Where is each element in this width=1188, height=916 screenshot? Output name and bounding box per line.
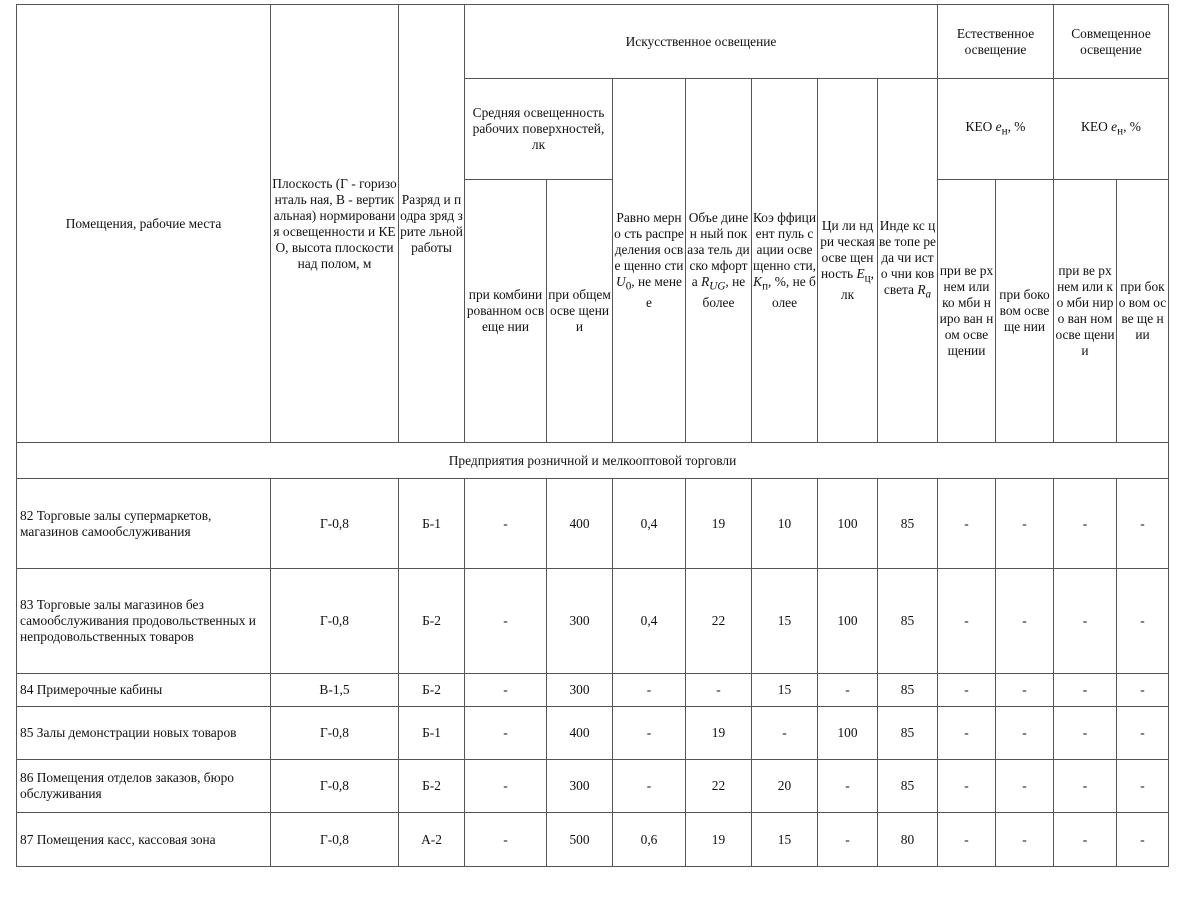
value-cell: -	[465, 479, 547, 569]
header-natural-lighting: Естественное освещение	[938, 5, 1054, 79]
value-cell: 15	[752, 569, 818, 674]
value-cell: 85	[878, 479, 938, 569]
room-name-cell: 87 Помещения касс, кассовая зона	[17, 813, 271, 867]
value-cell: -	[996, 479, 1054, 569]
value-cell: -	[1054, 813, 1117, 867]
value-cell: Б-1	[399, 707, 465, 760]
value-cell: -	[465, 707, 547, 760]
value-cell: -	[465, 674, 547, 707]
value-cell: 80	[878, 813, 938, 867]
section-title: Предприятия розничной и мелкооптовой торговли	[17, 443, 1169, 479]
value-cell: Г-0,8	[271, 569, 399, 674]
value-cell: 85	[878, 760, 938, 813]
header-combined-illum: при комбини рованном освеще нии	[465, 180, 547, 443]
value-cell: -	[1054, 707, 1117, 760]
table-row	[17, 707, 1169, 760]
header-average-illuminance: Средняя освещенность рабочих поверхностей, лк	[465, 79, 613, 180]
value-cell: 0,4	[613, 569, 686, 674]
value-cell: 85	[878, 569, 938, 674]
value-cell: -	[996, 707, 1054, 760]
value-cell: 0,6	[613, 813, 686, 867]
value-cell: -	[465, 813, 547, 867]
value-cell: -	[938, 569, 996, 674]
value-cell: 22	[686, 569, 752, 674]
value-cell: -	[938, 674, 996, 707]
header-discomfort-index: Объе динен ный показа тель диско мфорта $R_{UG}$, не более	[686, 79, 752, 443]
value-cell: Г-0,8	[271, 813, 399, 867]
value-cell: -	[818, 813, 878, 867]
header-top-combined: при ве рхнем или ко мби ниро ван ном осве щении	[1054, 180, 1117, 443]
header-plane: Плоскость (Г - горизонталь ная, В - вертикальная) нормирования освещенности и КЕО, высота плоскости над полом, м	[271, 5, 399, 443]
value-cell: 400	[547, 479, 613, 569]
value-cell: А-2	[399, 813, 465, 867]
header-side-combined: при боко вом осве ще нии	[1117, 180, 1169, 443]
header-uniformity: Равно мерно сть распре деления осве щенно сти $U_0$, не менее	[613, 79, 686, 443]
value-cell: -	[686, 674, 752, 707]
header-combined-lighting: Совмещенное освещение	[1054, 5, 1169, 79]
room-name-cell: 83 Торговые залы магазинов без самообслуживания продовольственных и непродовольственных товаров	[17, 569, 271, 674]
value-cell: 300	[547, 569, 613, 674]
room-name-cell: 82 Торговые залы супермаркетов, магазинов самообслуживания	[17, 479, 271, 569]
value-cell: 400	[547, 707, 613, 760]
value-cell: 15	[752, 674, 818, 707]
header-grade: Разряд и подра зряд зрите льной работы	[399, 5, 465, 443]
value-cell: В-1,5	[271, 674, 399, 707]
value-cell: -	[465, 569, 547, 674]
value-cell: 500	[547, 813, 613, 867]
table-body	[17, 479, 1169, 867]
value-cell: -	[938, 707, 996, 760]
value-cell: 19	[686, 479, 752, 569]
value-cell: -	[1117, 674, 1169, 707]
header-rooms: Помещения, рабочие места	[17, 5, 271, 443]
value-cell: 20	[752, 760, 818, 813]
value-cell: 19	[686, 813, 752, 867]
value-cell: -	[1054, 569, 1117, 674]
value-cell: 10	[752, 479, 818, 569]
header-cylindrical: Ци ли ндри ческая осве щен ность $E_ц$, лк	[818, 79, 878, 443]
value-cell: -	[1117, 760, 1169, 813]
value-cell: 19	[686, 707, 752, 760]
value-cell: -	[996, 569, 1054, 674]
room-name-cell: 86 Помещения отделов заказов, бюро обслуживания	[17, 760, 271, 813]
value-cell: 85	[878, 674, 938, 707]
value-cell: -	[1117, 707, 1169, 760]
room-name-cell: 84 Примерочные кабины	[17, 674, 271, 707]
value-cell: -	[752, 707, 818, 760]
room-name-cell: 85 Залы демонстрации новых товаров	[17, 707, 271, 760]
value-cell: Г-0,8	[271, 760, 399, 813]
value-cell: -	[996, 813, 1054, 867]
value-cell: -	[613, 707, 686, 760]
value-cell: -	[613, 674, 686, 707]
header-keo-combined: КЕО $e_н$, %	[1054, 79, 1169, 180]
value-cell: -	[996, 674, 1054, 707]
value-cell: -	[1117, 569, 1169, 674]
value-cell: -	[818, 760, 878, 813]
value-cell: 0,4	[613, 479, 686, 569]
table-row	[17, 674, 1169, 707]
value-cell: 85	[878, 707, 938, 760]
value-cell: 100	[818, 479, 878, 569]
value-cell: Г-0,8	[271, 479, 399, 569]
value-cell: Г-0,8	[271, 707, 399, 760]
header-artificial-lighting: Искусственное освещение	[465, 5, 938, 79]
value-cell: -	[1054, 674, 1117, 707]
value-cell: -	[465, 760, 547, 813]
value-cell: -	[1054, 760, 1117, 813]
header-top-natural: при ве рхнем или ко мби ниро ван ном осве щении	[938, 180, 996, 443]
value-cell: -	[1117, 813, 1169, 867]
value-cell: -	[938, 813, 996, 867]
value-cell: Б-2	[399, 760, 465, 813]
table-row	[17, 569, 1169, 674]
header-pulsation: Коэ ффици ент пуль сации осве щенно сти, $K_п$, %, не более	[752, 79, 818, 443]
table-row	[17, 479, 1169, 569]
value-cell: 100	[818, 707, 878, 760]
header-color-rendering: Инде кс цве топе реда чи исто чни ков света $R_a$	[878, 79, 938, 443]
lighting-norms-table	[16, 4, 1169, 867]
header-side-natural: при боко вом осве ще нии	[996, 180, 1054, 443]
value-cell: -	[613, 760, 686, 813]
value-cell: Б-2	[399, 569, 465, 674]
table-row	[17, 813, 1169, 867]
value-cell: 15	[752, 813, 818, 867]
value-cell: 100	[818, 569, 878, 674]
value-cell: 22	[686, 760, 752, 813]
value-cell: -	[1054, 479, 1117, 569]
value-cell: -	[818, 674, 878, 707]
value-cell: -	[938, 760, 996, 813]
value-cell: -	[996, 760, 1054, 813]
value-cell: 300	[547, 760, 613, 813]
value-cell: -	[1117, 479, 1169, 569]
value-cell: Б-1	[399, 479, 465, 569]
header-keo-natural: КЕО $e_н$, %	[938, 79, 1054, 180]
value-cell: -	[938, 479, 996, 569]
table-row	[17, 760, 1169, 813]
value-cell: 300	[547, 674, 613, 707]
header-general-illum: при общем осве щении	[547, 180, 613, 443]
value-cell: Б-2	[399, 674, 465, 707]
